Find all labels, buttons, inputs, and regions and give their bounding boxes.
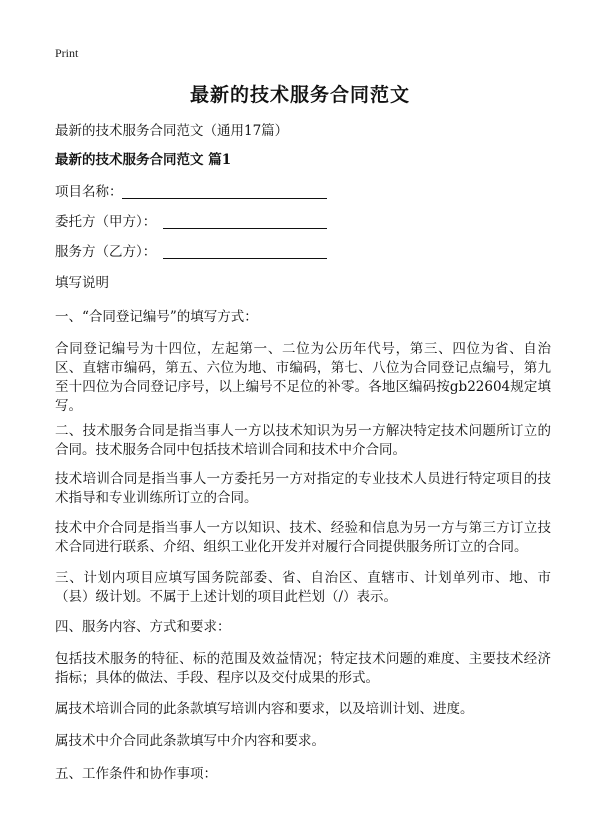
item-5-heading: 五、工作条件和协作事项：	[55, 766, 217, 782]
training-clause-note: 属技术培训合同的此条款填写培训内容和要求，以及培训计划、进度。	[55, 701, 474, 717]
item-3-paragraph: 三、计划内项目应填写国务院部委、省、自治区、直辖市、计划单列市、地、市（县）级计划。不属于上述计划的项目此栏划（/）表示。	[55, 570, 551, 605]
field-project-name-line	[122, 198, 327, 199]
field-client	[55, 212, 156, 232]
section-heading: 最新的技术服务合同范文 篇1	[55, 152, 232, 168]
print-label: Print	[55, 46, 79, 60]
field-project-name-label: 项目名称：	[55, 184, 123, 200]
item-4-heading: 四、服务内容、方式和要求：	[55, 619, 231, 635]
field-provider	[55, 242, 156, 262]
intermediary-clause-note: 属技术中介合同此条款填写中介内容和要求。	[55, 733, 325, 749]
item-2-paragraph: 二、技术服务合同是指当事人一方以技术知识为另一方解决特定技术问题所订立的合同。技术服务合同中包括技术培训合同和技术中介合同。	[55, 423, 551, 458]
item-1-body: 合同登记编号为十四位，左起第一、二位为公历年代号，第三、四位为省、自治区、直辖市编码，第五、六位为地、市编码，第七、八位为合同登记点编号，第九至十四位为合同登记序号，以上编号不足位的补零。各地区编码按gb22604规定填写。	[55, 341, 551, 414]
instructions-heading: 填写说明	[55, 275, 109, 291]
document-title: 最新的技术服务合同范文	[189, 84, 410, 106]
field-provider-line	[163, 258, 327, 259]
field-provider-label: 服务方（乙方）：	[55, 244, 157, 260]
field-project-name	[55, 182, 123, 202]
document-subtitle: 最新的技术服务合同范文（通用17篇）	[55, 123, 289, 139]
training-contract-paragraph: 技术培训合同是指当事人一方委托另一方对指定的专业技术人员进行特定项目的技术指导和专业训练所订立的合同。	[55, 471, 551, 506]
item-4-body: 包括技术服务的特征、标的范围及效益情况；特定技术问题的难度、主要技术经济指标；具体的做法、手段、程序以及交付成果的形式。	[55, 651, 551, 686]
intermediary-contract-paragraph: 技术中介合同是指当事人一方以知识、技术、经验和信息为另一方与第三方订立技术合同进行联系、介绍、组织工业化开发并对履行合同提供服务所订立的合同。	[55, 520, 551, 555]
item-1-heading: 一、“合同登记编号”的填写方式：	[55, 309, 258, 325]
field-client-line	[163, 228, 327, 229]
field-client-label: 委托方（甲方）：	[55, 214, 157, 230]
